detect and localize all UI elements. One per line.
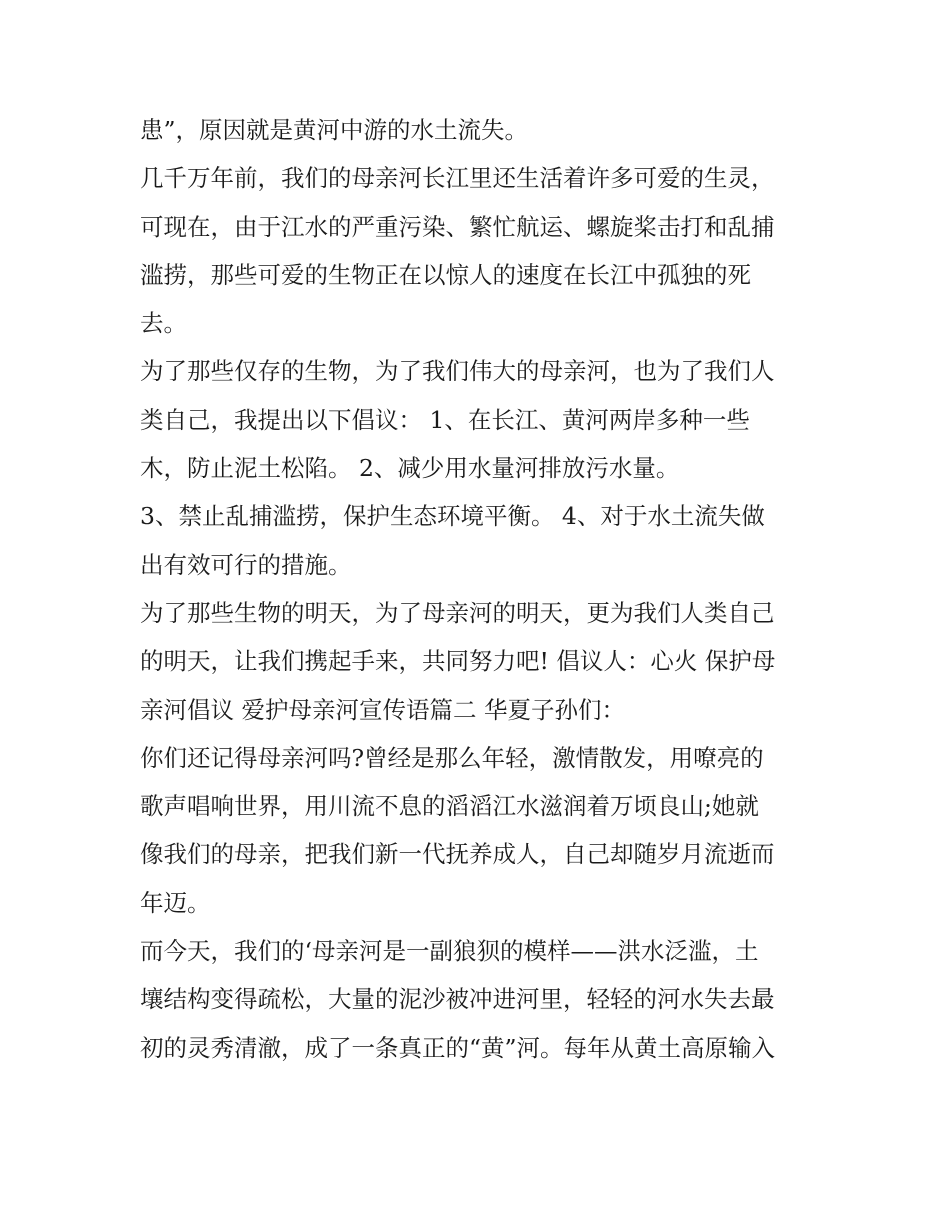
text-line: 出有效可行的措施。: [140, 550, 352, 579]
text-line: 像我们的母亲，把我们新一代抚养成人，自己却随岁月流逝而: [140, 840, 775, 869]
text-line: 3、禁止乱捕滥捞，保护生态环境平衡。 4、对于水土流失做: [140, 502, 765, 531]
text-line: 可现在，由于江水的严重污染、繁忙航运、螺旋桨击打和乱捕: [140, 212, 775, 241]
text-line: 你们还记得母亲河吗?曾经是那么年轻，激情散发，用嘹亮的: [140, 743, 764, 772]
text-line: 患”，原因就是黄河中游的水土流失。: [140, 116, 529, 144]
text-line: 去。: [140, 309, 187, 338]
text-line: 歌声唱响世界，用川流不息的滔滔江水滋润着万顷良山;她就: [140, 792, 759, 821]
text-line: 的明天，让我们携起手来，共同努力吧! 倡议人：心火 保护母: [140, 647, 776, 676]
text-line: 亲河倡议 爱护母亲河宣传语篇二 华夏子孙们：: [140, 695, 625, 724]
text-line: 为了那些生物的明天，为了母亲河的明天，更为我们人类自己: [140, 598, 775, 627]
text-line: 类自己，我提出以下倡议： 1、在长江、黄河两岸多种一些: [140, 405, 750, 434]
document-body: [140, 106, 820, 1072]
text-line: 几千万年前，我们的母亲河长江里还生活着许多可爱的生灵，: [140, 164, 775, 193]
text-line: 年迈。: [140, 888, 211, 917]
text-line: 为了那些仅存的生物，为了我们伟大的母亲河，也为了我们人: [140, 357, 775, 386]
text-line: 木，防止泥土松陷。 2、减少用水量河排放污水量。: [140, 454, 680, 483]
text-line: 初的灵秀清澈，成了一条真正的“黄”河。每年从黄土高原输入: [140, 1033, 776, 1062]
text-line: 壤结构变得疏松，大量的泥沙被冲进河里，轻轻的河水失去最: [140, 985, 775, 1014]
text-line: 滥捞，那些可爱的生物正在以惊人的速度在长江中孤独的死: [140, 260, 751, 289]
text-line: 而今天，我们的‘母亲河是一副狼狈的模样——洪水泛滥，土: [140, 937, 759, 966]
